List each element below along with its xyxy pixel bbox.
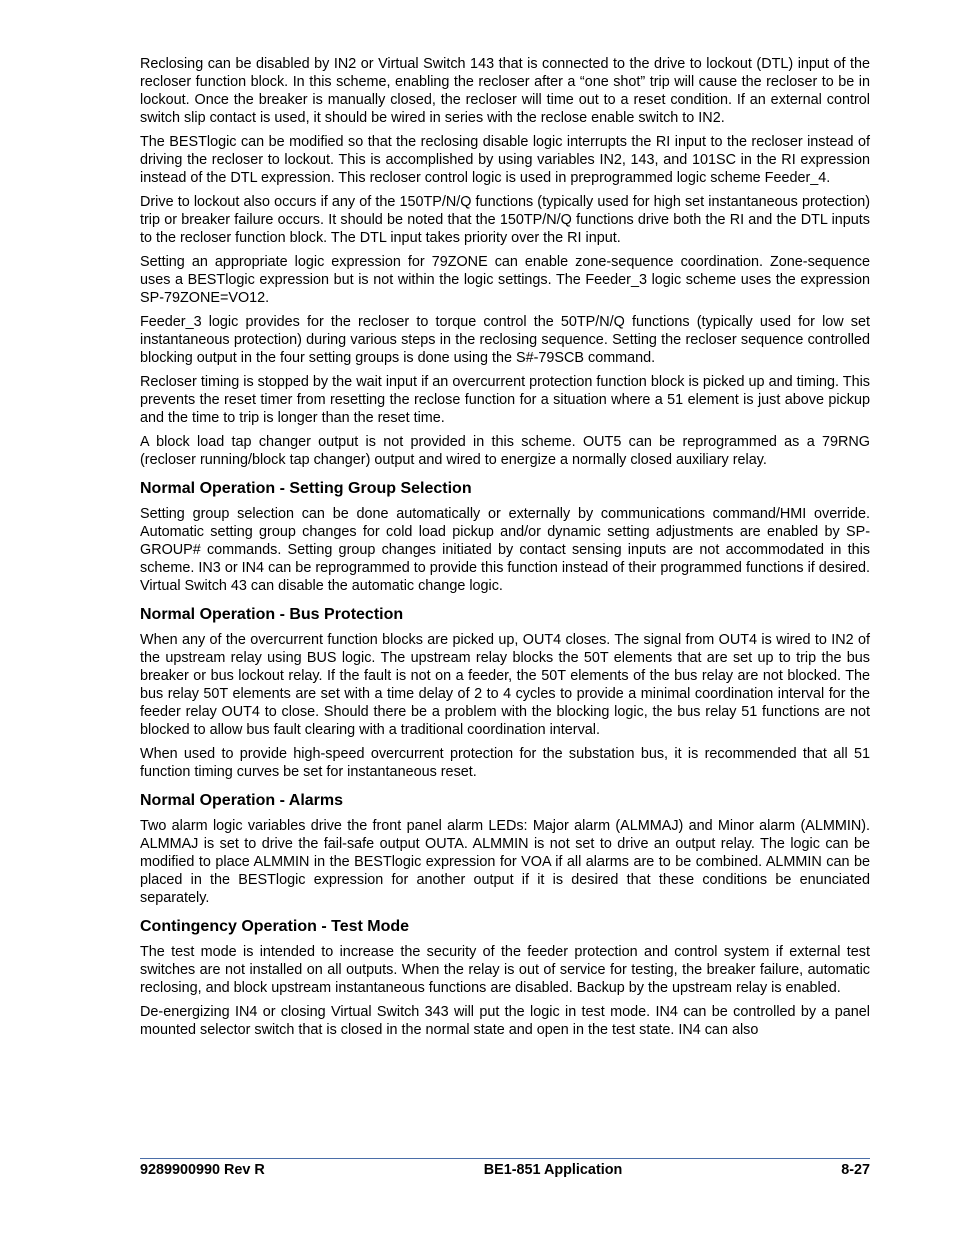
footer-row — [140, 1159, 870, 1179]
paragraph: Setting group selection can be done automatically or externally by communications command/HMI override. Automatic setting group changes for cold load pickup and/or dynamic setting adjustments are enabled by SP-GROUP# commands. Setting group changes initiated by contact sensing inputs are not accommodated in this scheme. IN3 or IN4 can be reprogrammed to provide this function instead of their programmed functions if desired. Virtual Switch 43 can disable the automatic change logic. — [140, 506, 870, 594]
footer-doc-number: 9289900990 Rev R — [140, 1162, 265, 1178]
section-heading-setting-group-selection: Normal Operation - Setting Group Selection — [140, 480, 472, 497]
paragraph: Setting an appropriate logic expression for 79ZONE can enable zone-sequence coordination. Zone-sequence uses a BESTlogic expression but is not within the logic settings. The Feeder_3 logic scheme uses the expression SP-79ZONE=VO12. — [140, 254, 870, 306]
footer-title: BE1-851 Application — [483, 1162, 623, 1178]
section-heading-bus-protection: Normal Operation - Bus Protection — [140, 606, 404, 623]
section-heading-alarms: Normal Operation - Alarms — [140, 792, 344, 809]
paragraph: Drive to lockout also occurs if any of the 150TP/N/Q functions (typically used for high set instantaneous protection) trip or breaker failure occurs. It should be noted that the 150TP/N/Q functions drive both the RI and the DTL inputs to the recloser function block. The DTL input takes priority over the RI input. — [140, 194, 870, 246]
paragraph: When used to provide high-speed overcurrent protection for the substation bus, it is recommended that all 51 function timing curves be set for instantaneous reset. — [140, 746, 870, 780]
page-body — [140, 55, 870, 1045]
paragraph: A block load tap changer output is not provided in this scheme. OUT5 can be reprogrammed as a 79RNG (recloser running/block tap changer) output and wired to energize a normally closed auxiliary relay. — [140, 434, 870, 468]
paragraph: The BESTlogic can be modified so that the reclosing disable logic interrupts the RI input to the recloser instead of driving the recloser to lockout. This is accomplished by using variables IN2, 143, and 101SC in the RI expression instead of the DTL expression. This recloser control logic is used in preprogrammed logic scheme Feeder_4. — [140, 134, 870, 186]
section-heading-test-mode: Contingency Operation - Test Mode — [140, 918, 410, 935]
paragraph: De-energizing IN4 or closing Virtual Switch 343 will put the logic in test mode. IN4 can be controlled by a panel mounted selector switch that is closed in the normal state and open in the test state. IN4 can also — [140, 1004, 870, 1038]
page-footer — [140, 1158, 870, 1179]
paragraph: Recloser timing is stopped by the wait input if an overcurrent protection function block is picked up and timing. This prevents the reset timer from resetting the reclose function for a situation where a 51 element is just above pickup and the time to trip is longer than the reset time. — [140, 374, 870, 426]
footer-page-number: 8-27 — [841, 1162, 870, 1178]
paragraph: Feeder_3 logic provides for the recloser to torque control the 50TP/N/Q functions (typically used for low set instantaneous protection) during various steps in the reclosing sequence. Setting the recloser sequence controlled blocking output in the four setting groups is done using the S#-79SCB command. — [140, 314, 870, 366]
paragraph: When any of the overcurrent function blocks are picked up, OUT4 closes. The signal from OUT4 is wired to IN2 of the upstream relay using BUS logic. The upstream relay blocks the 50T elements that are set up to trip the bus breaker or bus lockout relay. If the fault is not on a feeder, the 50T elements of the bus relay are not blocked. The bus relay 50T elements are set with a time delay of 2 to 4 cycles to provide a minimal coordination interval for the feeder relay OUT4 to close. Should there be a problem with the blocking logic, the bus relay 51 functions are not blocked to allow bus fault clearing with a traditional coordination interval. — [140, 632, 870, 738]
paragraph: Two alarm logic variables drive the front panel alarm LEDs: Major alarm (ALMMAJ) and Minor alarm (ALMMIN). ALMMAJ is set to drive the fail-safe output OUTA. ALMMIN is not set to drive an output relay. The logic can be modified to place ALMMIN in the BESTlogic expression for VOA if all alarms are to be combined. ALMMIN can be placed in the BESTlogic expression for another output if it is desired that these conditions be enunciated separately. — [140, 818, 870, 906]
paragraph: Reclosing can be disabled by IN2 or Virtual Switch 143 that is connected to the drive to lockout (DTL) input of the recloser function block. In this scheme, enabling the recloser after a “one shot” trip will cause the recloser to be in lockout. Once the breaker is manually closed, the recloser will time out to a reset condition. If an external control switch slip contact is used, it should be wired in series with the reclose enable switch to IN2. — [140, 56, 870, 126]
paragraph: The test mode is intended to increase the security of the feeder protection and control system if external test switches are not installed on all outputs. When the relay is out of service for testing, the breaker failure, automatic reclosing, and block upstream instantaneous functions are disabled. Backup by the upstream relay is enabled. — [140, 944, 870, 996]
